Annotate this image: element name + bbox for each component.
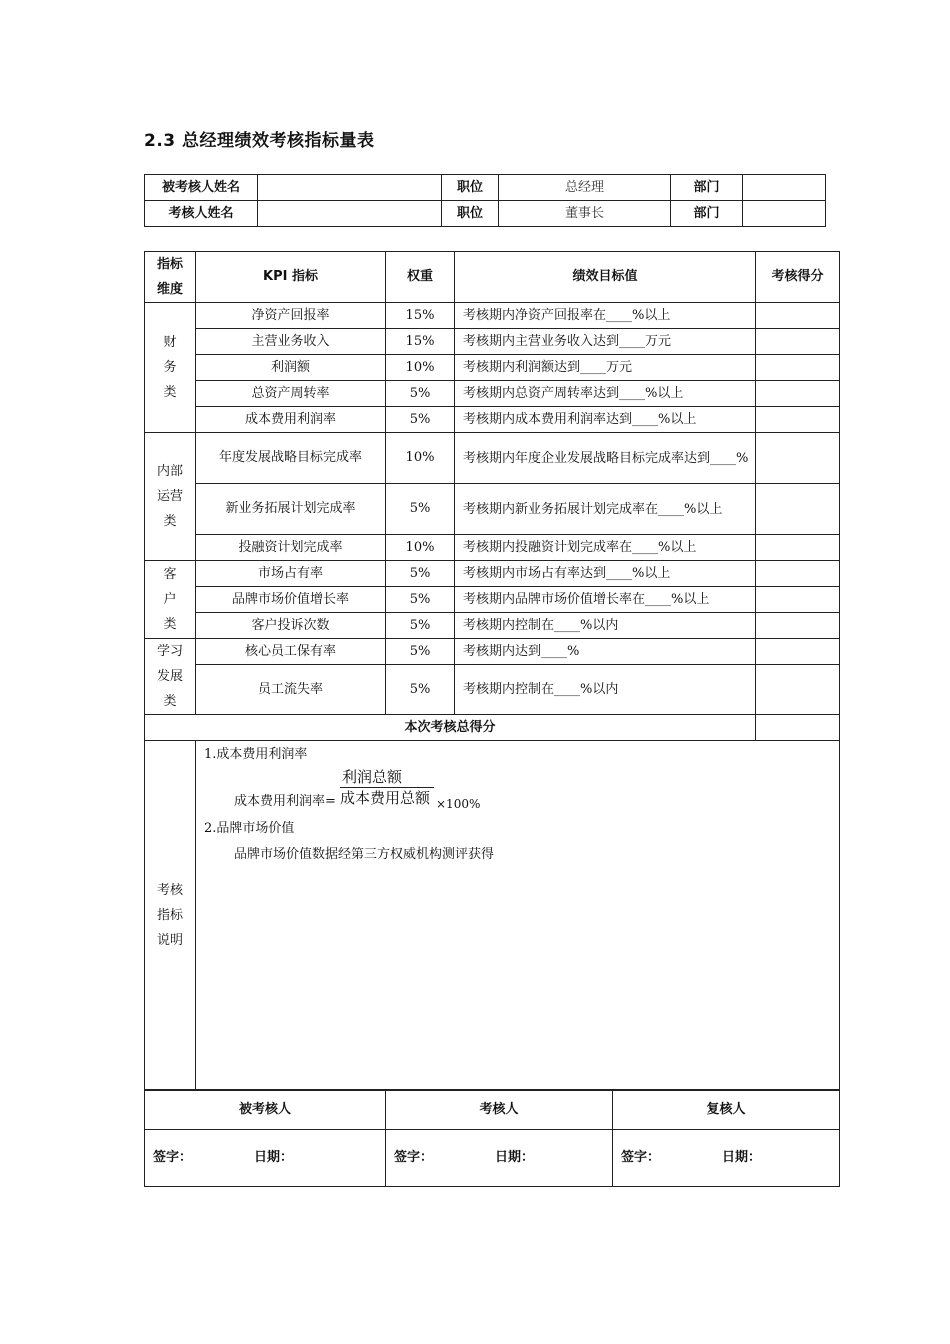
formula-multiplier: ×100% <box>436 797 481 811</box>
formula-numerator: 利润总额 <box>340 767 434 788</box>
formula-denominator: 成本费用总额 <box>340 789 431 807</box>
kpi-target: 考核期内品牌市场价值增长率在____%以上 <box>455 587 756 613</box>
header-weight: 权重 <box>386 252 455 303</box>
signature-cell-appraisee[interactable] <box>145 1130 386 1187</box>
name-label: 考核人姓名 <box>145 201 258 227</box>
kpi-target: 考核期内控制在____%以内 <box>455 665 756 715</box>
kpi-weight: 5% <box>386 381 455 407</box>
note-item-2-text: 品牌市场价值数据经第三方权威机构测评获得 <box>234 847 495 862</box>
kpi-target: 考核期内达到____% <box>455 639 756 665</box>
kpi-weight: 15% <box>386 329 455 355</box>
info-row-appraisee <box>145 175 826 201</box>
department-field[interactable] <box>743 175 826 201</box>
signature-cell-reviewer[interactable] <box>613 1130 840 1187</box>
position-value: 董事长 <box>499 201 671 227</box>
kpi-score-field[interactable] <box>756 535 840 561</box>
note-item-1-title: 1.成本费用利润率 <box>204 747 308 762</box>
kpi-target: 考核期内年度企业发展战略目标完成率达到____% <box>455 433 756 484</box>
kpi-name: 新业务拓展计划完成率 <box>196 484 386 535</box>
kpi-name: 利润额 <box>196 355 386 381</box>
info-row-appraiser <box>145 201 826 227</box>
date-label: 日期： <box>722 1150 762 1165</box>
kpi-score-field[interactable] <box>756 639 840 665</box>
kpi-table <box>144 251 840 1090</box>
kpi-weight: 5% <box>386 613 455 639</box>
dimension-operations: 内部运营类 <box>145 433 196 561</box>
kpi-name: 净资产回报率 <box>196 303 386 329</box>
signature-table <box>144 1090 840 1187</box>
notes-label: 考核指标说明 <box>145 741 196 1090</box>
name-field[interactable] <box>258 175 442 201</box>
kpi-score-field[interactable] <box>756 381 840 407</box>
table-row <box>145 381 840 407</box>
kpi-weight: 5% <box>386 484 455 535</box>
dimension-customer: 客户类 <box>145 561 196 639</box>
signature-roles-row <box>145 1091 840 1130</box>
kpi-name: 成本费用利润率 <box>196 407 386 433</box>
dimension-financial: 财务类 <box>145 303 196 433</box>
total-score-label: 本次考核总得分 <box>145 715 756 741</box>
kpi-weight: 5% <box>386 665 455 715</box>
kpi-target: 考核期内净资产回报率在____%以上 <box>455 303 756 329</box>
formula-fraction <box>340 767 434 808</box>
kpi-name: 核心员工保有率 <box>196 639 386 665</box>
department-label: 部门 <box>671 175 743 201</box>
kpi-name: 市场占有率 <box>196 561 386 587</box>
role-reviewer: 复核人 <box>613 1091 840 1130</box>
table-row <box>145 303 840 329</box>
kpi-score-field[interactable] <box>756 665 840 715</box>
dimension-learning: 学习发展类 <box>145 639 196 715</box>
date-label: 日期： <box>495 1150 535 1165</box>
kpi-header-row <box>145 252 840 303</box>
total-score-field[interactable] <box>756 715 840 741</box>
position-label: 职位 <box>442 201 499 227</box>
kpi-weight: 5% <box>386 587 455 613</box>
signature-fields-row <box>145 1130 840 1187</box>
sign-label: 签字： <box>394 1150 434 1165</box>
kpi-score-field[interactable] <box>756 355 840 381</box>
kpi-name: 品牌市场价值增长率 <box>196 587 386 613</box>
kpi-weight: 5% <box>386 407 455 433</box>
role-appraiser: 考核人 <box>386 1091 613 1130</box>
kpi-name: 客户投诉次数 <box>196 613 386 639</box>
kpi-weight: 10% <box>386 433 455 484</box>
kpi-weight: 5% <box>386 639 455 665</box>
kpi-score-field[interactable] <box>756 407 840 433</box>
header-kpi: KPI 指标 <box>196 252 386 303</box>
kpi-target: 考核期内成本费用利润率达到____%以上 <box>455 407 756 433</box>
kpi-weight: 5% <box>386 561 455 587</box>
kpi-name: 年度发展战略目标完成率 <box>196 433 386 484</box>
kpi-target: 考核期内投融资计划完成率在____%以上 <box>455 535 756 561</box>
page-title: 2.3 总经理绩效考核指标量表 <box>144 131 375 151</box>
kpi-score-field[interactable] <box>756 613 840 639</box>
kpi-target: 考核期内利润额达到____万元 <box>455 355 756 381</box>
kpi-score-field[interactable] <box>756 587 840 613</box>
kpi-name: 投融资计划完成率 <box>196 535 386 561</box>
header-dimension: 指标维度 <box>145 252 196 303</box>
total-row <box>145 715 840 741</box>
kpi-target: 考核期内主营业务收入达到____万元 <box>455 329 756 355</box>
position-label: 职位 <box>442 175 499 201</box>
table-row <box>145 355 840 381</box>
header-target: 绩效目标值 <box>455 252 756 303</box>
formula-label: 成本费用利润率= <box>234 794 336 809</box>
kpi-name: 员工流失率 <box>196 665 386 715</box>
department-field[interactable] <box>743 201 826 227</box>
role-appraisee: 被考核人 <box>145 1091 386 1130</box>
table-row <box>145 407 840 433</box>
signature-cell-appraiser[interactable] <box>386 1130 613 1187</box>
name-field[interactable] <box>258 201 442 227</box>
kpi-name: 总资产周转率 <box>196 381 386 407</box>
kpi-score-field[interactable] <box>756 303 840 329</box>
table-row <box>145 639 840 665</box>
kpi-target: 考核期内市场占有率达到____%以上 <box>455 561 756 587</box>
kpi-score-field[interactable] <box>756 433 840 484</box>
kpi-weight: 15% <box>386 303 455 329</box>
kpi-name: 主营业务收入 <box>196 329 386 355</box>
date-label: 日期： <box>254 1150 294 1165</box>
kpi-score-field[interactable] <box>756 484 840 535</box>
formula <box>204 765 839 819</box>
table-row <box>145 561 840 587</box>
table-row <box>145 433 840 484</box>
notes-content <box>196 741 840 1090</box>
table-row <box>145 484 840 535</box>
sign-label: 签字： <box>153 1150 193 1165</box>
table-row <box>145 665 840 715</box>
header-score: 考核得分 <box>756 252 840 303</box>
kpi-weight: 10% <box>386 535 455 561</box>
table-row <box>145 329 840 355</box>
kpi-target: 考核期内新业务拓展计划完成率在____%以上 <box>455 484 756 535</box>
notes-row <box>145 741 840 1090</box>
table-row <box>145 535 840 561</box>
department-label: 部门 <box>671 201 743 227</box>
kpi-score-field[interactable] <box>756 329 840 355</box>
kpi-target: 考核期内控制在____%以内 <box>455 613 756 639</box>
table-row <box>145 587 840 613</box>
info-table <box>144 174 826 227</box>
kpi-score-field[interactable] <box>756 561 840 587</box>
sign-label: 签字： <box>621 1150 661 1165</box>
name-label: 被考核人姓名 <box>145 175 258 201</box>
note-item-2-title: 2.品牌市场价值 <box>204 821 295 836</box>
position-value: 总经理 <box>499 175 671 201</box>
kpi-target: 考核期内总资产周转率达到____%以上 <box>455 381 756 407</box>
table-row <box>145 613 840 639</box>
kpi-weight: 10% <box>386 355 455 381</box>
